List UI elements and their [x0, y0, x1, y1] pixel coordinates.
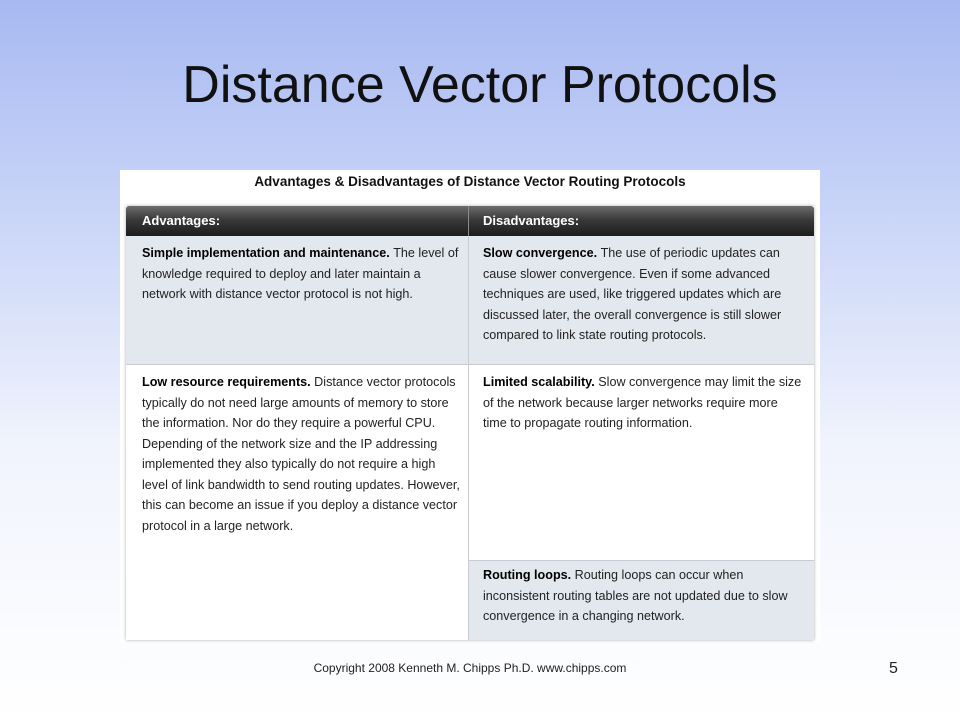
advantage-heading: Simple implementation and maintenance. — [142, 246, 394, 260]
row-divider — [469, 560, 814, 561]
header-disadvantages: Disadvantages: — [483, 213, 580, 228]
copyright-footer: Copyright 2008 Kenneth M. Chipps Ph.D. www.chipps.com — [313, 661, 627, 675]
table-header — [126, 206, 814, 236]
column-divider — [468, 236, 469, 640]
disadvantage-cell — [483, 372, 803, 434]
disadvantage-text: The use of periodic updates can cause slower convergence. Even if some advanced techniques are used, like triggered updates which are discussed later, the overall convergence is still slower compared to link state routing protocols. — [483, 246, 782, 342]
page-number: 5 — [889, 660, 898, 677]
advantage-heading: Low resource requirements. — [142, 375, 315, 389]
advantage-cell — [142, 243, 460, 305]
advantage-text: The level of knowledge required to deploy and later maintain a network with distance vector protocol is not high. — [142, 246, 459, 301]
disadvantage-heading: Limited scalability. — [483, 375, 599, 389]
disadvantage-cell — [483, 565, 803, 627]
header-advantages: Advantages: — [142, 213, 221, 228]
advantage-cell — [142, 372, 460, 536]
advantages-disadvantages-figure — [120, 170, 820, 642]
comparison-table — [126, 206, 814, 640]
slide-title: Distance Vector Protocols — [182, 56, 778, 114]
disadvantage-cell — [483, 243, 803, 346]
row-divider — [126, 364, 814, 365]
figure-title: Advantages & Disadvantages of Distance Vector Routing Protocols — [254, 174, 686, 189]
disadvantage-text: Slow convergence may limit the size of the network because larger networks require more time to propagate routing information. — [483, 375, 802, 430]
disadvantage-heading: Routing loops. — [483, 568, 575, 582]
advantage-text: Distance vector protocols typically do not need large amounts of memory to store the information. Nor do they require a powerful CPU. Depending of the network size and the IP addressing implemented they also typically do not require a high level of link bandwidth to send routing updates. However, this can become an issue if you deploy a distance vector protocol in a large network. — [142, 375, 460, 533]
disadvantage-heading: Slow convergence. — [483, 246, 601, 260]
disadvantage-text: Routing loops can occur when inconsistent routing tables are not updated due to slow convergence in a changing network. — [483, 568, 788, 623]
header-divider — [468, 206, 469, 236]
